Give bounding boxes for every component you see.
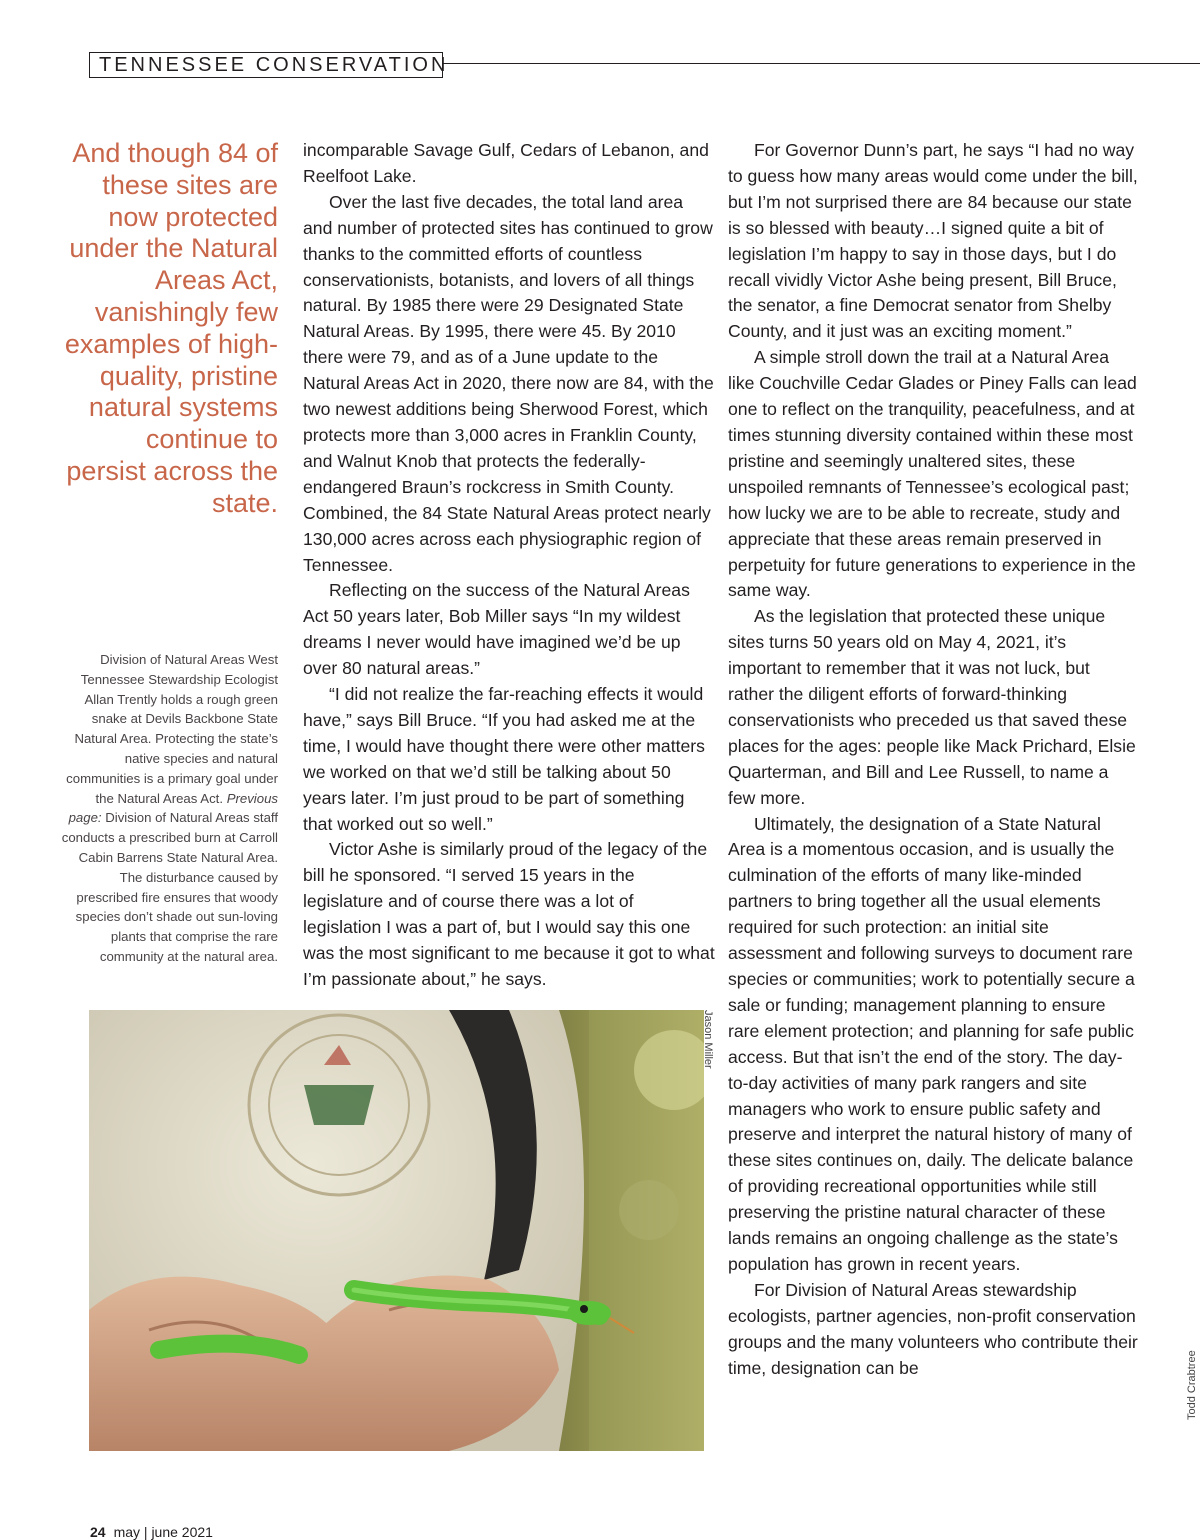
- paragraph: For Governor Dunn’s part, he says “I had no way to guess how many areas would come under the bill, but I’m not surprised there are 84 because our state is so blessed with beauty…I signed quite a bit of legislation I’m happy to say in those days, but I do recall vividly Victor Ashe being present, Bill Bruce, the senator, a fine Democrat senator from Shelby County, and it just was an exciting moment.”: [728, 140, 1138, 342]
- photo-caption: [60, 650, 278, 967]
- section-header: [89, 52, 1200, 82]
- paragraph: Over the last five decades, the total land area and number of protected sites has continued to grow thanks to the committed efforts of countless conservationists, botanists, and lovers of all things natural. By 1985 there were 29 Designated State Natural Areas. By 1995, there were 45. By 2010 there were 79, and as of a June update to the Natural Areas Act in 2020, there now are 84, with the two newest additions being Sherwood Forest, which protects more than 3,000 acres in Franklin County, and Walnut Knob that protects the federally-endangered Braun’s rockcress in Smith County. Combined, the 84 State Natural Areas protect nearly 130,000 acres across each physiographic region of Tennessee.: [303, 191, 714, 575]
- snake-photo: [89, 1010, 704, 1451]
- folio: [90, 1524, 213, 1540]
- paragraph: As the legislation that protected these unique sites turns 50 years old on May 4, 2021, it’s important to remember that it was not luck, but rather the diligent efforts of forward-thinking conservationists who preceded us that saved these places for the ages: people like Mack Prichard, Elsie Quarterman, and Bill and Lee Russell, to name a few more.: [728, 606, 1136, 808]
- paragraph: Victor Ashe is similarly proud of the legacy of the bill he sponsored. “I served 15 years in the legislature and of course there was a lot of legislation I was a part of, but I would say this one was the most significant to me because it got to what I’m passionate about,” he says.: [303, 839, 715, 989]
- paragraph: “I did not realize the far-reaching effects it would have,” says Bill Bruce. “If you had asked me at the time, I would have thought there were other matters we worked on that we’d still be talking about 50 years later. I’m just proud to be part of something that worked out so well.”: [303, 684, 705, 834]
- caption-italic-label: Previous page:: [68, 790, 278, 826]
- middle-text-column: [303, 138, 715, 993]
- caption-text-after: Division of Natural Areas staff conducts a prescribed burn at Carroll Cabin Barrens State Natural Area. The disturbance caused by prescribed fire ensures that woody species don’t shade out sun-loving plants that comprise the rare community at the natural area.: [61, 810, 278, 964]
- paragraph: Ultimately, the designation of a State Natural Area is a momentous occasion, and is usually the culmination of the efforts of many like-minded partners to bring together all the usual elements required for such protection: an initial site assessment and following surveys to document rare species or communities; work to potentially secure a sale or funding; management planning to ensure rare element protection; and planning for safe public access. But that isn’t the end of the story. The day-to-day activities of many park rangers and site managers who work to ensure public safety and preserve and interpret the natural history of many of these sites continues on, daily. The delicate balance of providing recreational opportunities while still preserving the pristine natural character of these lands remains an ongoing challenge as the state’s population has grown in recent years.: [728, 813, 1135, 1274]
- photo-credit: Jason Miller: [702, 1010, 714, 1069]
- section-title: TENNESSEE CONSERVATION: [89, 52, 443, 78]
- issue-date: may | june 2021: [113, 1524, 213, 1540]
- paragraph: incomparable Savage Gulf, Cedars of Lebanon, and Reelfoot Lake.: [303, 140, 709, 186]
- caption-text-before: Division of Natural Areas West Tennessee Stewardship Ecologist Allan Trently holds a rough green snake at Devils Backbone State Natural Area. Protecting the state’s native species and natural communities is a primary goal under the Natural Areas Act.: [66, 652, 278, 806]
- snake-photo-illustration: [89, 1010, 704, 1451]
- pull-quote: And though 84 of these sites are now protected under the Natural Areas Act, vanishingly few examples of high-quality, pristine natural systems continue to persist across the state.: [64, 138, 278, 518]
- right-text-column: [728, 138, 1138, 1382]
- paragraph: For Division of Natural Areas stewardship ecologists, partner agencies, non-profit conservation groups and the many volunteers who contribute their time, designation can be: [728, 1279, 1138, 1378]
- page-number: 24: [90, 1524, 106, 1540]
- paragraph: Reflecting on the success of the Natural Areas Act 50 years later, Bob Miller says “In my wildest dreams I never would have imagined we’d be up over 80 natural areas.”: [303, 580, 690, 679]
- paragraph: A simple stroll down the trail at a Natural Area like Couchville Cedar Glades or Piney Falls can lead one to reflect on the tranquility, peacefulness, and at times stunning diversity contained within these most pristine and seemingly unaltered sites, these unspoiled remnants of Tennessee’s ecological past; how lucky we are to be able to recreate, study and appreciate that these areas remain preserved in perpetuity for future generations to experience in the same way.: [728, 347, 1137, 601]
- header-rule: [443, 63, 1200, 64]
- page-photo-credit: Todd Crabtree: [1186, 1350, 1198, 1420]
